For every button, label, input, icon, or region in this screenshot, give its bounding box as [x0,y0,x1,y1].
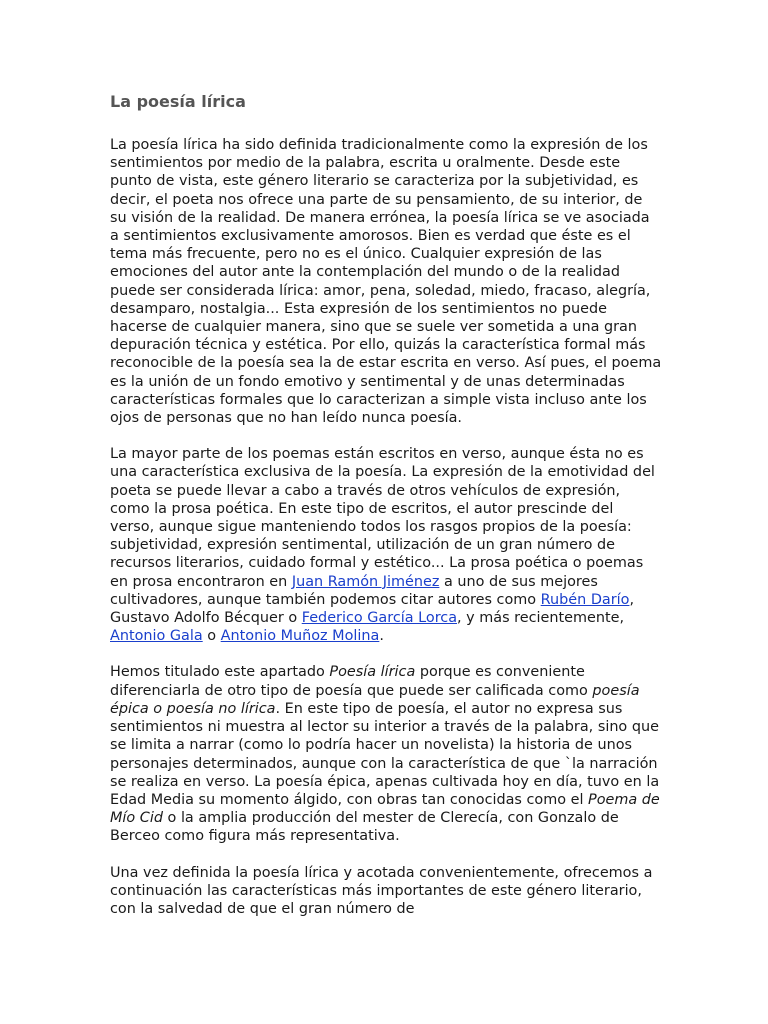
document-page [110,90,662,936]
link-antonio-gala[interactable]: Antonio Gala [110,628,203,645]
page-title: La poesía lírica [110,92,246,111]
link-ruben-dario[interactable]: Rubén Darío [540,591,630,608]
paragraph-2-text-4: , y más recientemente, [457,610,625,627]
paragraph-3-text-2: porque es conveniente diferenciarla de otro tipo de poesía que puede ser calificada como [110,664,593,699]
paragraph-1: La poesía lírica ha sido definida tradicionalmente como la expresión de los sentimientos por medio de la palabra, escrita u oralmente. Desde este punto de vista, este género literario se caracteriza por la subjetividad, es decir, el poeta nos ofrece una parte de su pensamiento, de su interior, de su visión de la realidad. De manera errónea, la poesía lírica se ve asociada a sentimientos exclusivamente amorosos. Bien es verdad que éste es el tema más frecuente, pero no es el único. Cualquier expresión de las emociones del autor ante la contemplación del mundo o de la realidad puede ser considerada lírica: amor, pena, soledad, miedo, fracaso, alegría, desamparo, nostalgia... Esta expresión de los sentimientos no puede hacerse de cualquier manera, sino que se suele ver sometida a una gran depuración técnica y estética. Por ello, quizás la característica formal más reconocible de la poesía sea la de estar escrita en verso. Así pues, el poema es la unión de un fondo emotivo y sentimental y de unas determinadas características formales que lo caracterizan a simple vista incluso ante los ojos de personas que no han leído nunca poesía. [110,137,662,427]
paragraph-2 [110,445,662,645]
link-federico-garcia-lorca[interactable]: Federico García Lorca [301,610,458,627]
paragraph-2-text-3: , Gustavo Adolfo Bécquer o [110,591,635,627]
paragraph-2-text-6: . [379,628,384,645]
paragraph-2-text-1: La mayor parte de los poemas están escritos en verso, aunque ésta no es una característica exclusiva de la poesía. La expresión de la emotividad del poeta se puede llevar a cabo a través de otros vehículos de expresión, como la prosa poética. En este tipo de escritos, el autor prescinde del verso, aunque sigue manteniendo todos los rasgos propios de la poesía: subjetividad, expresión sentimental, utilización de un gran número de recursos literarios, cuidado formal y estético... La prosa poética o poemas en prosa encontraron en [110,446,655,590]
emphasis-poema-mio-cid: Poema de Mío Cid [110,791,660,827]
paragraph-3 [110,663,662,845]
link-antonio-munoz-molina[interactable]: Antonio Muñoz Molina [220,628,380,645]
paragraph-2-text-2: a uno de sus mejores cultivadores, aunque también podemos citar autores como [110,573,598,608]
paragraph-4: Una vez definida la poesía lírica y acotada convenientemente, ofrecemos a continuación las características más importantes de este género literario, con la salvedad de que el gran número de [110,864,653,917]
emphasis-poesia-epica: poesía épica o poesía no lírica [110,682,640,717]
paragraph-3-text-3: . En este tipo de poesía, el autor no expresa sus sentimientos ni muestra al lector su interior a través de la palabra, sino que se limita a narrar (como lo podría hacer un novelista) la historia de unos personajes determinados, aunque con la característica de que `la narración se realiza en verso. La poesía épica, apenas cultivada hoy en día, tuvo en la Edad Media su momento álgido, con obras tan conocidas como el [110,700,660,808]
paragraph-3-text-1: Hemos titulado este apartado [110,664,330,681]
paragraph-3-text-4: o la amplia producción del mester de Clerecía, con Gonzalo de Berceo como figura más representativa. [110,810,619,845]
emphasis-poesia-lirica: Poesía lírica [329,664,416,681]
paragraph-2-text-5: o [202,628,221,645]
link-juan-ramon-jimenez[interactable]: Juan Ramón Jiménez [291,573,440,590]
